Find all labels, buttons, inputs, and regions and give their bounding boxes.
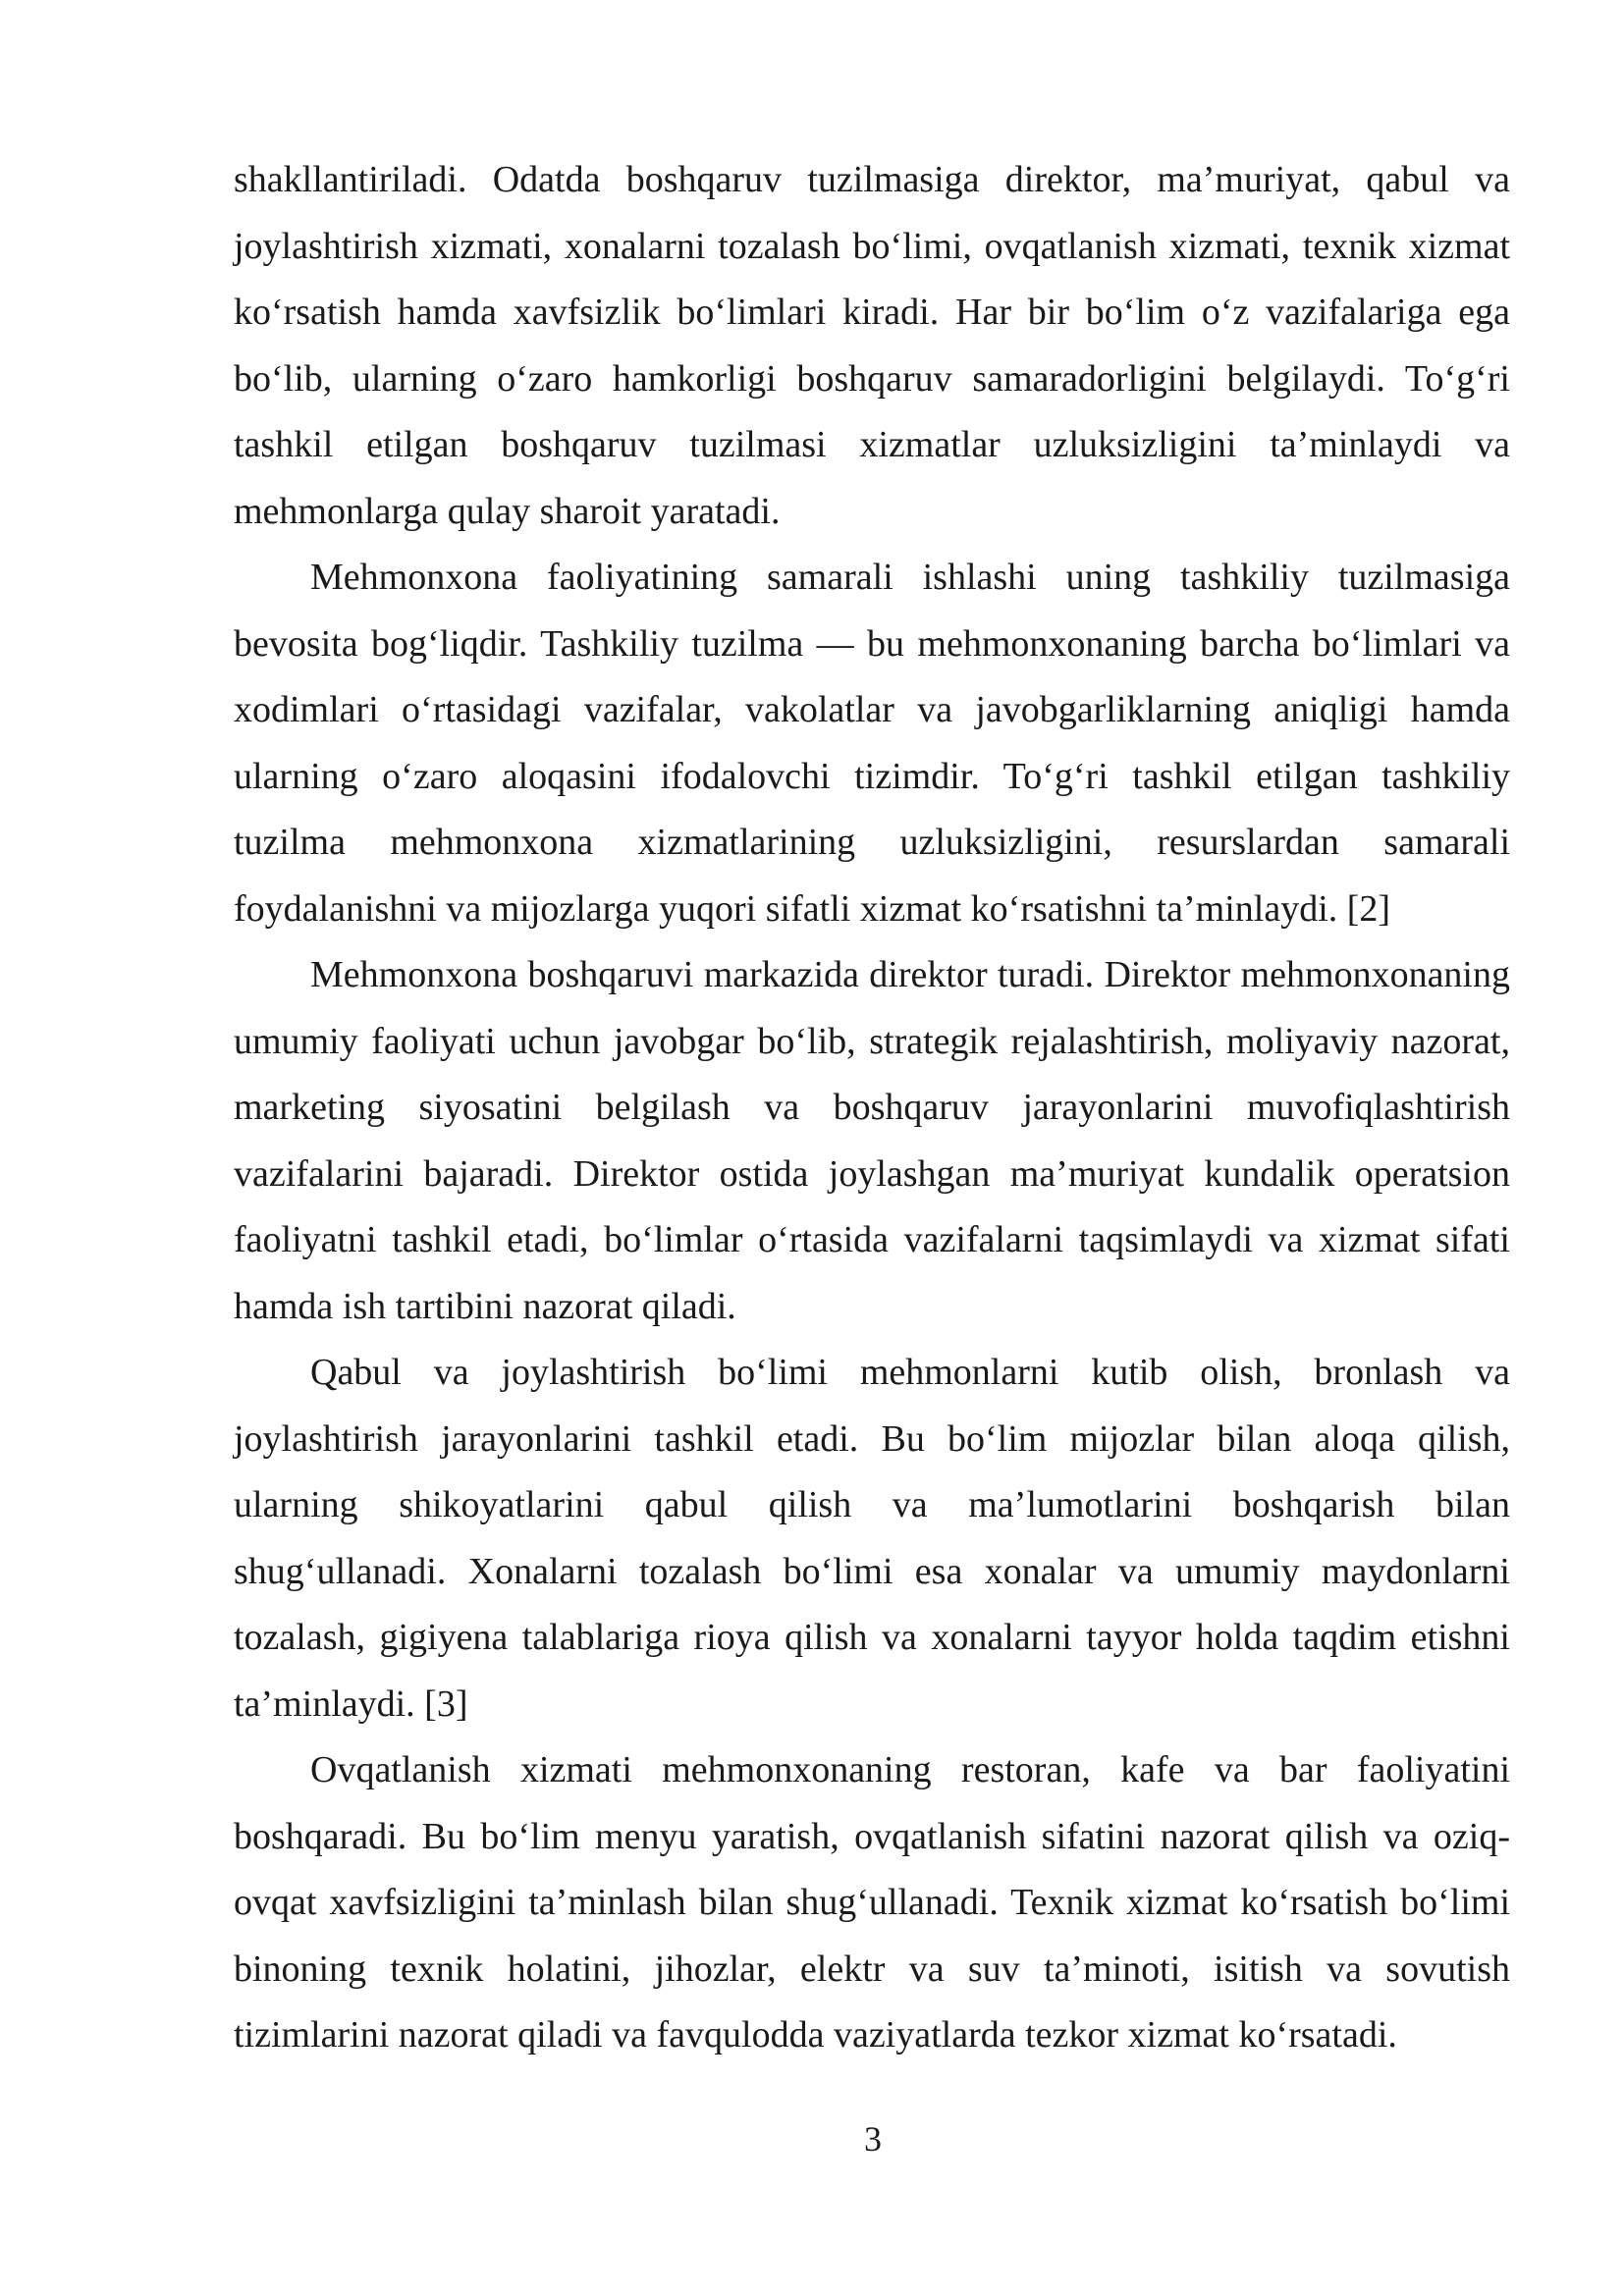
paragraph-organizational-structure: Mehmonxona faoliyatining samarali ishlashi uning tashkiliy tuzilmasiga bevosita bog‘liqdir. Tashkiliy tuzilma — bu mehmonxonaning barcha bo‘limlari va xodimlari o‘rtasidagi vazifalar, vakolatlar va javobgarliklarning aniqligi hamda ularning o‘zaro aloqasini ifodalovchi tizimdir. To‘g‘ri tashkil etilgan tashkiliy tuzilma mehmonxona xizmatlarining uzluksizligini, resurslardan samarali foydalanishni va mijozlarga yuqori sifatli xizmat ko‘rsatishni ta’minlaydi. [2]	[234, 557, 1510, 930]
paragraph-reception: Qabul va joylashtirish bo‘limi mehmonlarni kutib olish, bronlash va joylashtirish jarayonlarini tashkil etadi. Bu bo‘lim mijozlar bilan aloqa qilish, ularning shikoyatlarini qabul qilish va ma’lumotlarini boshqarish bilan shug‘ullanadi. Xonalarni tozalash bo‘limi esa xonalar va umumiy maydonlarni tozalash, gigiyena talablariga rioya qilish va xonalarni tayyor holda taqdim etishni ta’minlaydi. [3]	[234, 1352, 1510, 1725]
paragraph-food-service: Ovqatlanish xizmati mehmonxonaning restoran, kafe va bar faoliyatini boshqaradi. Bu bo‘lim menyu yaratish, ovqatlanish sifatini nazorat qilish va oziq-ovqat xavfsizligini ta’minlash bilan shug‘ullanadi. Texnik xizmat ko‘rsatish bo‘limi binoning texnik holatini, jihozlar, elektr va suv ta’minoti, isitish va sovutish tizimlarini nazorat qiladi va favqulodda vaziyatlarda tezkor xizmat ko‘rsatadi.	[234, 1749, 1510, 2056]
page-number: 3	[864, 2119, 882, 2159]
paragraph-continuation: shakllantiriladi. Odatda boshqaruv tuzilmasiga direktor, ma’muriyat, qabul va joylashtirish xizmati, xonalarni tozalash bo‘limi, ovqatlanish xizmati, texnik xizmat ko‘rsatish hamda xavfsizlik bo‘limlari kiradi. Har bir bo‘lim o‘z vazifalariga ega bo‘lib, ularning o‘zaro hamkorligi boshqaruv samaradorligini belgilaydi. To‘g‘ri tashkil etilgan boshqaruv tuzilmasi xizmatlar uzluksizligini ta’minlaydi va mehmonlarga qulay sharoit yaratadi.	[234, 159, 1510, 532]
document-body	[234, 147, 1510, 2069]
paragraph-director: Mehmonxona boshqaruvi markazida direktor turadi. Direktor mehmonxonaning umumiy faoliyati uchun javobgar bo‘lib, strategik rejalashtirish, moliyaviy nazorat, marketing siyosatini belgilash va boshqaruv jarayonlarini muvofiqlashtirish vazifalarini bajaradi. Direktor ostida joylashgan ma’muriyat kundalik operatsion faoliyatni tashkil etadi, bo‘limlar o‘rtasida vazifalarni taqsimlaydi va xizmat sifati hamda ish tartibini nazorat qiladi.	[234, 954, 1510, 1327]
